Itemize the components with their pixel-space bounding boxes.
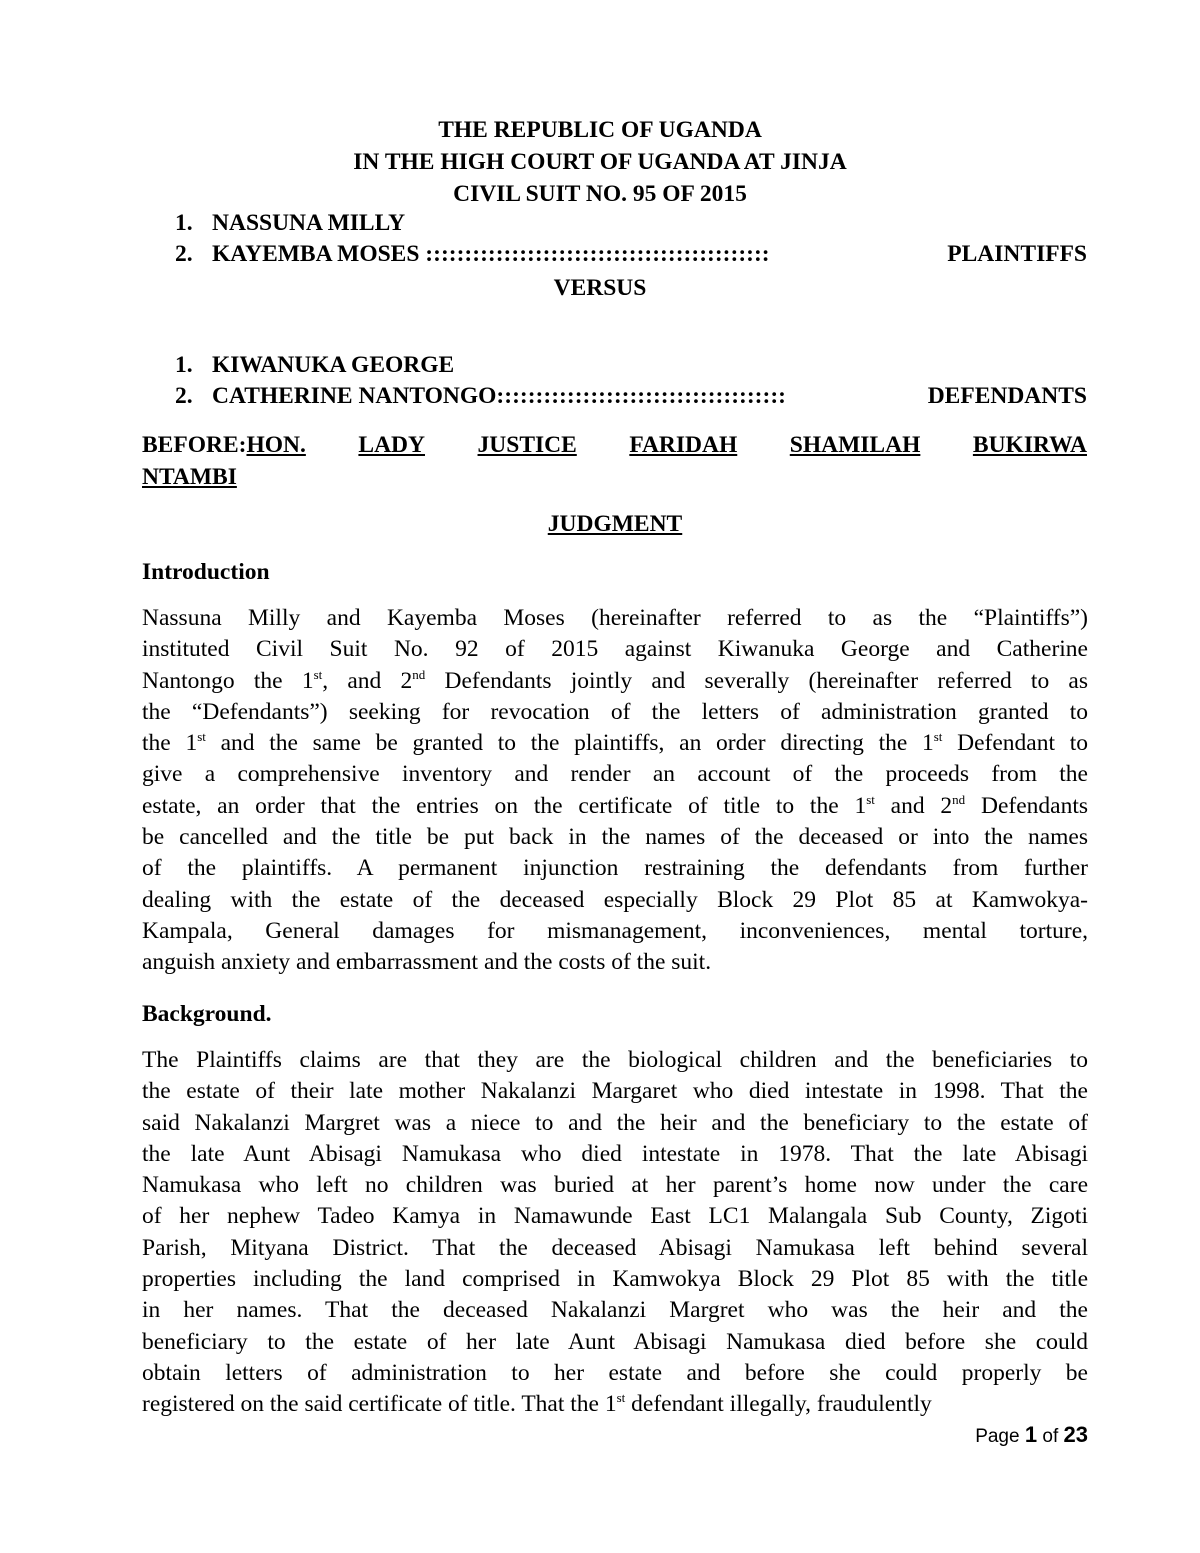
suit-number: CIVIL SUIT NO. 95 OF 2015 bbox=[453, 181, 747, 207]
text-line: dealing with the estate of the deceased especially Block 29 Plot 85 at Kamwokya- bbox=[142, 886, 1088, 913]
text-line: instituted Civil Suit No. 92 of 2015 against Kiwanuka George and Catherine bbox=[142, 636, 1088, 663]
page-label: Page bbox=[975, 1426, 1020, 1447]
list-number: 2. bbox=[175, 241, 193, 267]
text-line: properties including the land comprised in Kamwokya Block 29 Plot 85 with the title bbox=[142, 1266, 1088, 1293]
text-line: estate, an order that the entries on the certificate of title to the 1st and 2nd Defendants bbox=[142, 791, 1088, 819]
introduction-heading: Introduction bbox=[142, 559, 270, 585]
judge-word: FARIDAH bbox=[629, 432, 738, 458]
plaintiff-name: KAYEMBA MOSES :::::::::::::::::::::::::::::::::::::::::::: bbox=[212, 241, 770, 267]
defendant-name: KIWANUKA GEORGE bbox=[212, 352, 455, 378]
of-label: of bbox=[1042, 1426, 1059, 1447]
background-heading: Background. bbox=[142, 1001, 272, 1027]
plaintiffs-list bbox=[142, 208, 1087, 270]
judgment-title: JUDGMENT bbox=[547, 511, 683, 537]
judge-word: JUSTICE bbox=[477, 432, 577, 458]
text-line: of the plaintiffs. A permanent injunction restraining the defendants from further bbox=[142, 855, 1088, 882]
list-number: 1. bbox=[175, 352, 193, 378]
text-line: Kampala, General damages for mismanagement, inconveniences, mental torture, bbox=[142, 917, 1088, 944]
page-number: 1 bbox=[1024, 1422, 1038, 1447]
text-line: said Nakalanzi Margret was a niece to and the heir and the beneficiary to the estate of bbox=[142, 1109, 1088, 1136]
list-number: 1. bbox=[175, 210, 193, 236]
text-line: the late Aunt Abisagi Namukasa who died intestate in 1978. That the late Abisagi bbox=[142, 1140, 1088, 1167]
text-line: of her nephew Tadeo Kamya in Namawunde East LC1 Malangala Sub County, Zigoti bbox=[142, 1203, 1088, 1230]
list-number: 2. bbox=[175, 383, 193, 409]
plaintiff-name: NASSUNA MILLY bbox=[212, 210, 406, 236]
text-line: the “Defendants”) seeking for revocation of the letters of administration granted to bbox=[142, 698, 1088, 725]
text-line: in her names. That the deceased Nakalanzi Margret who was the heir and the bbox=[142, 1297, 1088, 1324]
plaintiffs-role: PLAINTIFFS bbox=[947, 241, 1087, 267]
judge-word: LADY bbox=[358, 432, 425, 458]
defendants-list bbox=[142, 350, 1087, 412]
judge-word: BUKIRWA bbox=[972, 432, 1087, 458]
judge-word: SHAMILAH bbox=[789, 432, 921, 458]
text-line: give a comprehensive inventory and render an account of the proceeds from the bbox=[142, 761, 1088, 788]
text-line: Nantongo the 1st, and 2nd Defendants jointly and severally (hereinafter referred to as bbox=[142, 666, 1088, 694]
text-line: beneficiary to the estate of her late Aunt Abisagi Namukasa died before she could bbox=[142, 1328, 1088, 1355]
text-line: be cancelled and the title be put back in the names of the deceased or into the names bbox=[142, 824, 1088, 851]
text-line: The Plaintiffs claims are that they are the biological children and the beneficiaries to bbox=[142, 1047, 1088, 1073]
defendant-1 bbox=[142, 350, 1087, 381]
text-line: Parish, Mityana District. That the deceased Abisagi Namukasa left behind several bbox=[142, 1234, 1088, 1261]
judge-word: HON. bbox=[246, 432, 306, 458]
page-footer bbox=[975, 1422, 1088, 1448]
text-line: Namukasa who left no children was buried at her parent’s home now under the care bbox=[142, 1172, 1088, 1199]
text-line: anguish anxiety and embarrassment and the costs of the suit. bbox=[142, 949, 712, 976]
defendant-2 bbox=[142, 381, 1087, 412]
text-line: registered on the said certificate of title. That the 1st defendant illegally, fraudulently bbox=[142, 1390, 932, 1418]
text-line: obtain letters of administration to her estate and before she could properly be bbox=[142, 1359, 1088, 1386]
court-title: IN THE HIGH COURT OF UGANDA AT JINJA bbox=[353, 149, 847, 175]
background-paragraph bbox=[142, 1045, 1088, 1421]
judge-surname: NTAMBI bbox=[142, 464, 237, 490]
plaintiff-1 bbox=[142, 208, 1087, 239]
before-judge bbox=[142, 429, 1087, 493]
versus-label: VERSUS bbox=[553, 275, 647, 301]
defendant-name: CATHERINE NANTONGO::::::::::::::::::::::::::::::::::::: bbox=[212, 383, 786, 409]
plaintiff-2 bbox=[142, 239, 1087, 270]
republic-title: THE REPUBLIC OF UGANDA bbox=[438, 117, 762, 143]
page-total: 23 bbox=[1063, 1422, 1088, 1447]
introduction-paragraph bbox=[142, 603, 1088, 979]
text-line: the estate of their late mother Nakalanzi Margaret who died intestate in 1998. That the bbox=[142, 1078, 1088, 1105]
text-line: the 1st and the same be granted to the plaintiffs, an order directing the 1st Defendant to bbox=[142, 729, 1088, 757]
before-label: BEFORE: bbox=[142, 432, 247, 458]
defendants-role: DEFENDANTS bbox=[927, 383, 1087, 409]
text-line: Nassuna Milly and Kayemba Moses (hereinafter referred to as the “Plaintiffs”) bbox=[142, 605, 1088, 631]
